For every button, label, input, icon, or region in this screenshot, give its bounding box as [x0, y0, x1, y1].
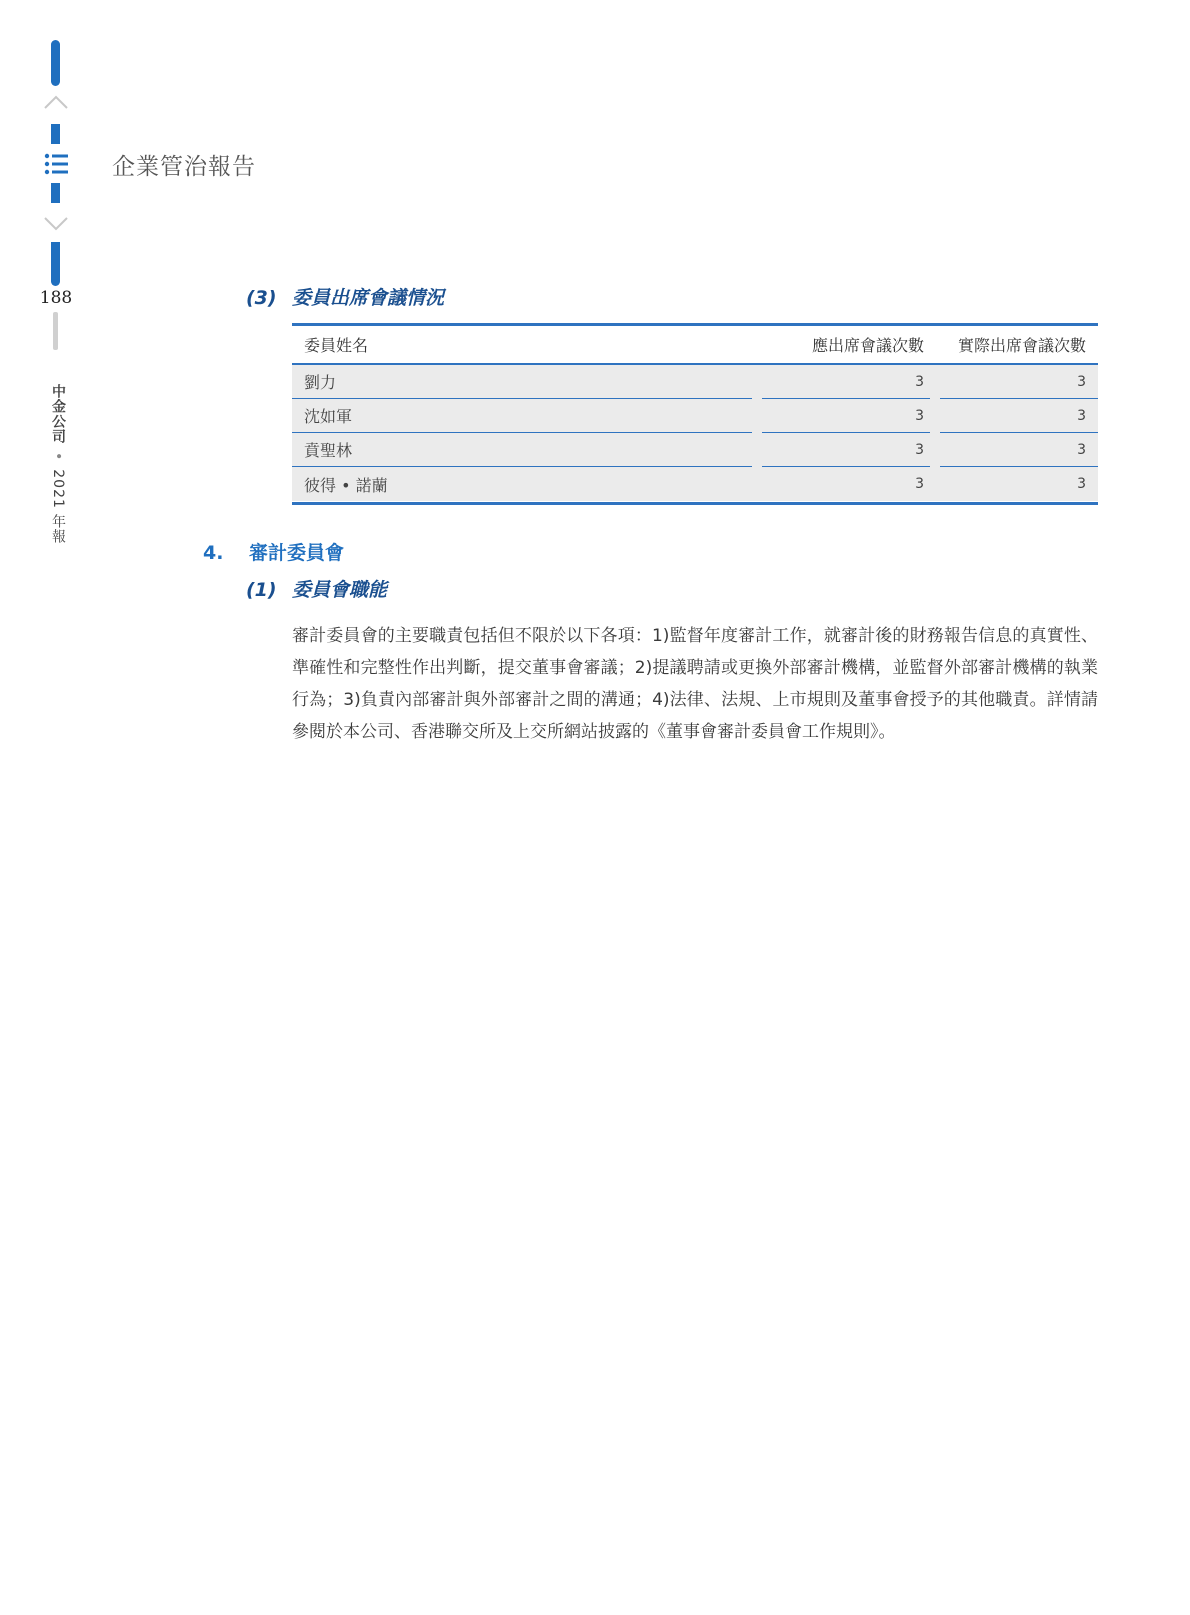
- table-header: [292, 326, 1098, 365]
- required-count: 3: [762, 399, 930, 433]
- nav-rail-bottom: [51, 242, 60, 286]
- attended-count: 3: [940, 365, 1098, 399]
- table-row: [292, 399, 1098, 433]
- header-attended-meetings: 實際出席會議次數: [957, 336, 1086, 355]
- attendance-heading: [246, 283, 444, 310]
- chevron-down-icon[interactable]: [43, 216, 69, 232]
- attended-count: 3: [940, 433, 1098, 467]
- page-number: 188: [39, 288, 73, 308]
- header-member-name: 委員姓名: [304, 336, 369, 355]
- chevron-up-icon[interactable]: [43, 94, 69, 110]
- member-name: 賁聖林: [292, 433, 752, 467]
- member-name: 沈如軍: [292, 399, 752, 433]
- attendance-heading-title: 委員出席會議情況: [292, 287, 445, 309]
- table-row: [292, 365, 1098, 399]
- nav-rail-segment: [51, 183, 60, 203]
- audit-heading-number: 4.: [203, 542, 224, 564]
- nav-rail-top: [51, 40, 60, 86]
- publication-label: [44, 384, 68, 544]
- company-name: 中金公司: [50, 384, 66, 444]
- list-menu-icon[interactable]: [44, 152, 70, 176]
- header-required-meetings: 應出席會議次數: [811, 336, 924, 355]
- required-count: 3: [762, 433, 930, 467]
- functions-heading-number: (1): [246, 579, 277, 601]
- attended-count: 3: [1077, 476, 1086, 492]
- required-count: 3: [762, 365, 930, 399]
- member-name: 劉力: [292, 365, 752, 399]
- table-row: [292, 433, 1098, 467]
- member-name: 彼得 • 諾蘭: [304, 475, 388, 495]
- nav-rail-segment: [51, 124, 60, 144]
- attendance-table: [292, 323, 1098, 505]
- audit-heading-title: 審計委員會: [249, 542, 345, 564]
- audit-committee-heading: [203, 538, 344, 565]
- required-count: 3: [915, 476, 924, 492]
- committee-functions-paragraph: 審計委員會的主要職責包括但不限於以下各項：1)監督年度審計工作，就審計後的財務報告信息的真實性、準確性和完整性作出判斷，提交董事會審議；2)提議聘請或更換外部審計機構，並監督外部審計機構的執業行為；3)負責內部審計與外部審計之間的溝通；4)法律、法規、上市規則及董事會授予的其他職責。詳情請參閱於本公司、香港聯交所及上交所網站披露的《董事會審計委員會工作規則》。: [292, 626, 1098, 742]
- page-divider: [53, 312, 58, 350]
- year-label: 2021 年報: [50, 469, 66, 545]
- page-title: 企業管治報告: [112, 154, 256, 180]
- committee-functions-heading: [246, 575, 387, 602]
- attended-count: 3: [940, 399, 1098, 433]
- functions-heading-title: 委員會職能: [292, 579, 388, 601]
- attendance-heading-number: (3): [246, 287, 277, 309]
- label-separator: •: [50, 452, 66, 462]
- table-bottom-rule: [292, 502, 1098, 505]
- table-row: [292, 467, 1098, 501]
